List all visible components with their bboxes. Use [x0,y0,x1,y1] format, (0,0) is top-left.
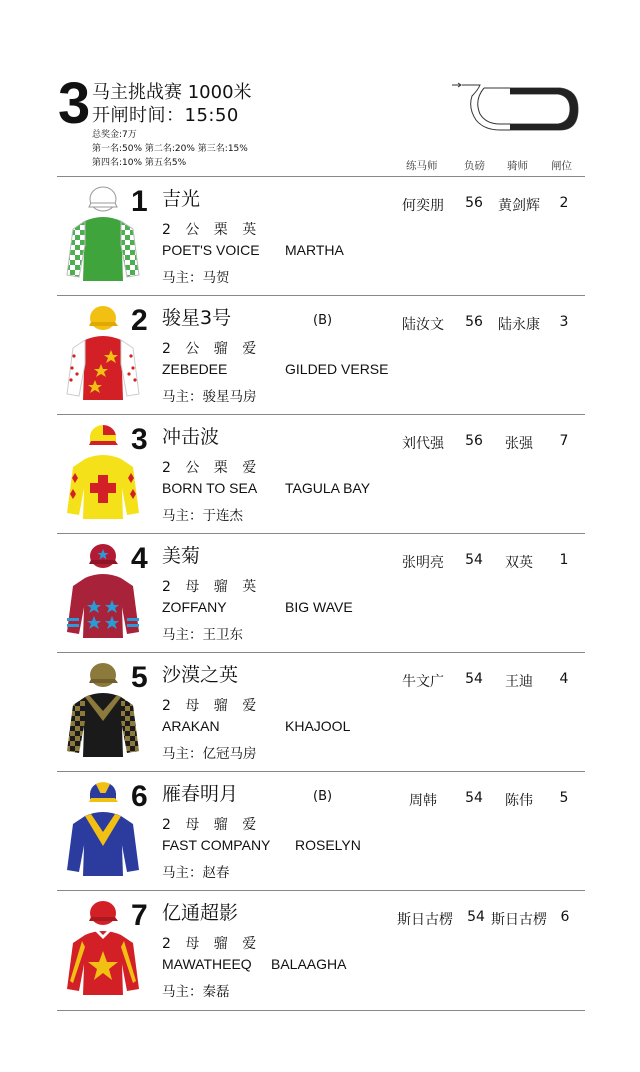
owner: 马主：骏星马房 [162,389,257,405]
runner-number: 2 [131,304,148,337]
horse-name: 冲击波 [162,426,220,448]
runner-number: 4 [131,542,148,575]
draw: 2 [559,195,569,211]
silk-green-checked-sleeves-icon [65,185,141,285]
start-time: 开闸时间：15:50 [92,105,239,126]
col-trainer: 练马师 [406,160,438,172]
horse-attributes: 2 母 骝 英 [162,579,257,595]
runner-number: 5 [131,661,148,694]
dam: GILDED VERSE [285,361,389,377]
blinkers: (B) [313,789,333,804]
dam: TAGULA BAY [285,480,371,496]
owner: 马主：马贺 [162,270,230,286]
sire: BORN TO SEA [162,480,258,496]
horse-name: 亿通超影 [162,902,239,924]
trainer: 牛文广 [402,674,444,690]
sire: ARAKAN [162,718,220,734]
sire: MAWATHEEQ [162,956,252,972]
silk-yellow-red-cross-icon [65,423,141,523]
col-draw: 闸位 [551,160,572,172]
runner-number: 6 [131,780,148,813]
horse-attributes: 2 公 栗 爱 [162,460,257,476]
jockey: 斯日古楞 [491,912,547,928]
owner: 马主：亿冠马房 [162,746,257,762]
weight: 56 [465,195,483,211]
trainer: 张明亮 [402,555,444,571]
runner-number: 3 [131,423,148,456]
owner: 马主：王卫东 [162,627,243,643]
jockey: 张强 [505,436,533,452]
silk-red-yellow-star-icon [65,899,141,999]
runner-row [57,772,585,891]
owner: 马主：于连杰 [162,508,243,524]
horse-name: 美菊 [162,545,201,567]
dam: ROSELYN [295,837,361,853]
draw: 3 [559,314,569,330]
dam: MARTHA [285,242,344,258]
trainer: 斯日古楞 [397,912,453,928]
col-weight: 负磅 [464,160,485,172]
sire: POET'S VOICE [162,242,260,258]
draw: 4 [559,671,569,687]
dam: KHAJOOL [285,718,351,734]
runner-row [57,534,585,653]
draw: 7 [559,433,569,449]
owner: 马主：赵春 [162,865,230,881]
runner-number: 7 [131,899,148,932]
trainer: 陆汝文 [402,317,444,333]
horse-attributes: 2 公 栗 英 [162,222,257,238]
race-header [0,0,640,178]
horse-attributes: 2 母 骝 爱 [162,936,257,952]
dam: BIG WAVE [285,599,353,615]
silk-red-gold-stars-icon [65,304,141,404]
silk-maroon-blue-stars-icon [65,542,141,642]
draw: 1 [559,552,569,568]
runner-row [57,415,585,534]
race-number: 3 [58,71,91,136]
horse-name: 吉光 [162,188,201,210]
draw: 5 [559,790,569,806]
runner-row [57,296,585,415]
runner-row [57,653,585,772]
horse-name: 沙漠之英 [162,664,239,686]
col-jockey: 骑师 [507,160,528,172]
trainer: 周韩 [409,793,437,809]
blinkers: (B) [313,313,333,328]
divider [57,1010,585,1011]
weight: 54 [465,552,483,568]
jockey: 陆永康 [498,317,540,333]
runner-number: 1 [131,185,148,218]
sire: FAST COMPANY [162,837,271,853]
weight: 56 [465,433,483,449]
runner-row [57,891,585,1010]
prize-split-1: 第一名:50% 第二名:20% 第三名:15% [92,144,248,154]
race-name: 马主挑战赛 1000米 [92,82,252,103]
weight: 56 [465,314,483,330]
silk-black-khaki-chevron-icon [65,661,141,761]
jockey: 陈伟 [505,793,533,809]
dam: BALAAGHA [271,956,347,972]
horse-name: 雁春明月 [162,783,239,805]
runner-row [57,177,585,296]
weight: 54 [465,790,483,806]
silk-blue-yellow-chevron-icon [65,780,141,880]
jockey: 王迪 [505,674,533,690]
trainer: 刘代强 [402,436,444,452]
horse-name: 骏星3号 [162,307,232,329]
weight: 54 [467,909,485,925]
jockey: 双英 [505,555,533,571]
prize-split-2: 第四名:10% 第五名5% [92,158,187,168]
track-diagram-icon [450,78,584,142]
owner: 马主：秦磊 [162,984,230,1000]
total-prize: 总奖金:7万 [92,130,137,140]
horse-attributes: 2 母 骝 爱 [162,817,257,833]
sire: ZEBEDEE [162,361,228,377]
sire: ZOFFANY [162,599,227,615]
trainer: 何奕朋 [402,198,444,214]
horse-attributes: 2 母 骝 爱 [162,698,257,714]
weight: 54 [465,671,483,687]
horse-attributes: 2 公 骝 爱 [162,341,257,357]
draw: 6 [560,909,570,925]
jockey: 黄剑辉 [498,198,540,214]
